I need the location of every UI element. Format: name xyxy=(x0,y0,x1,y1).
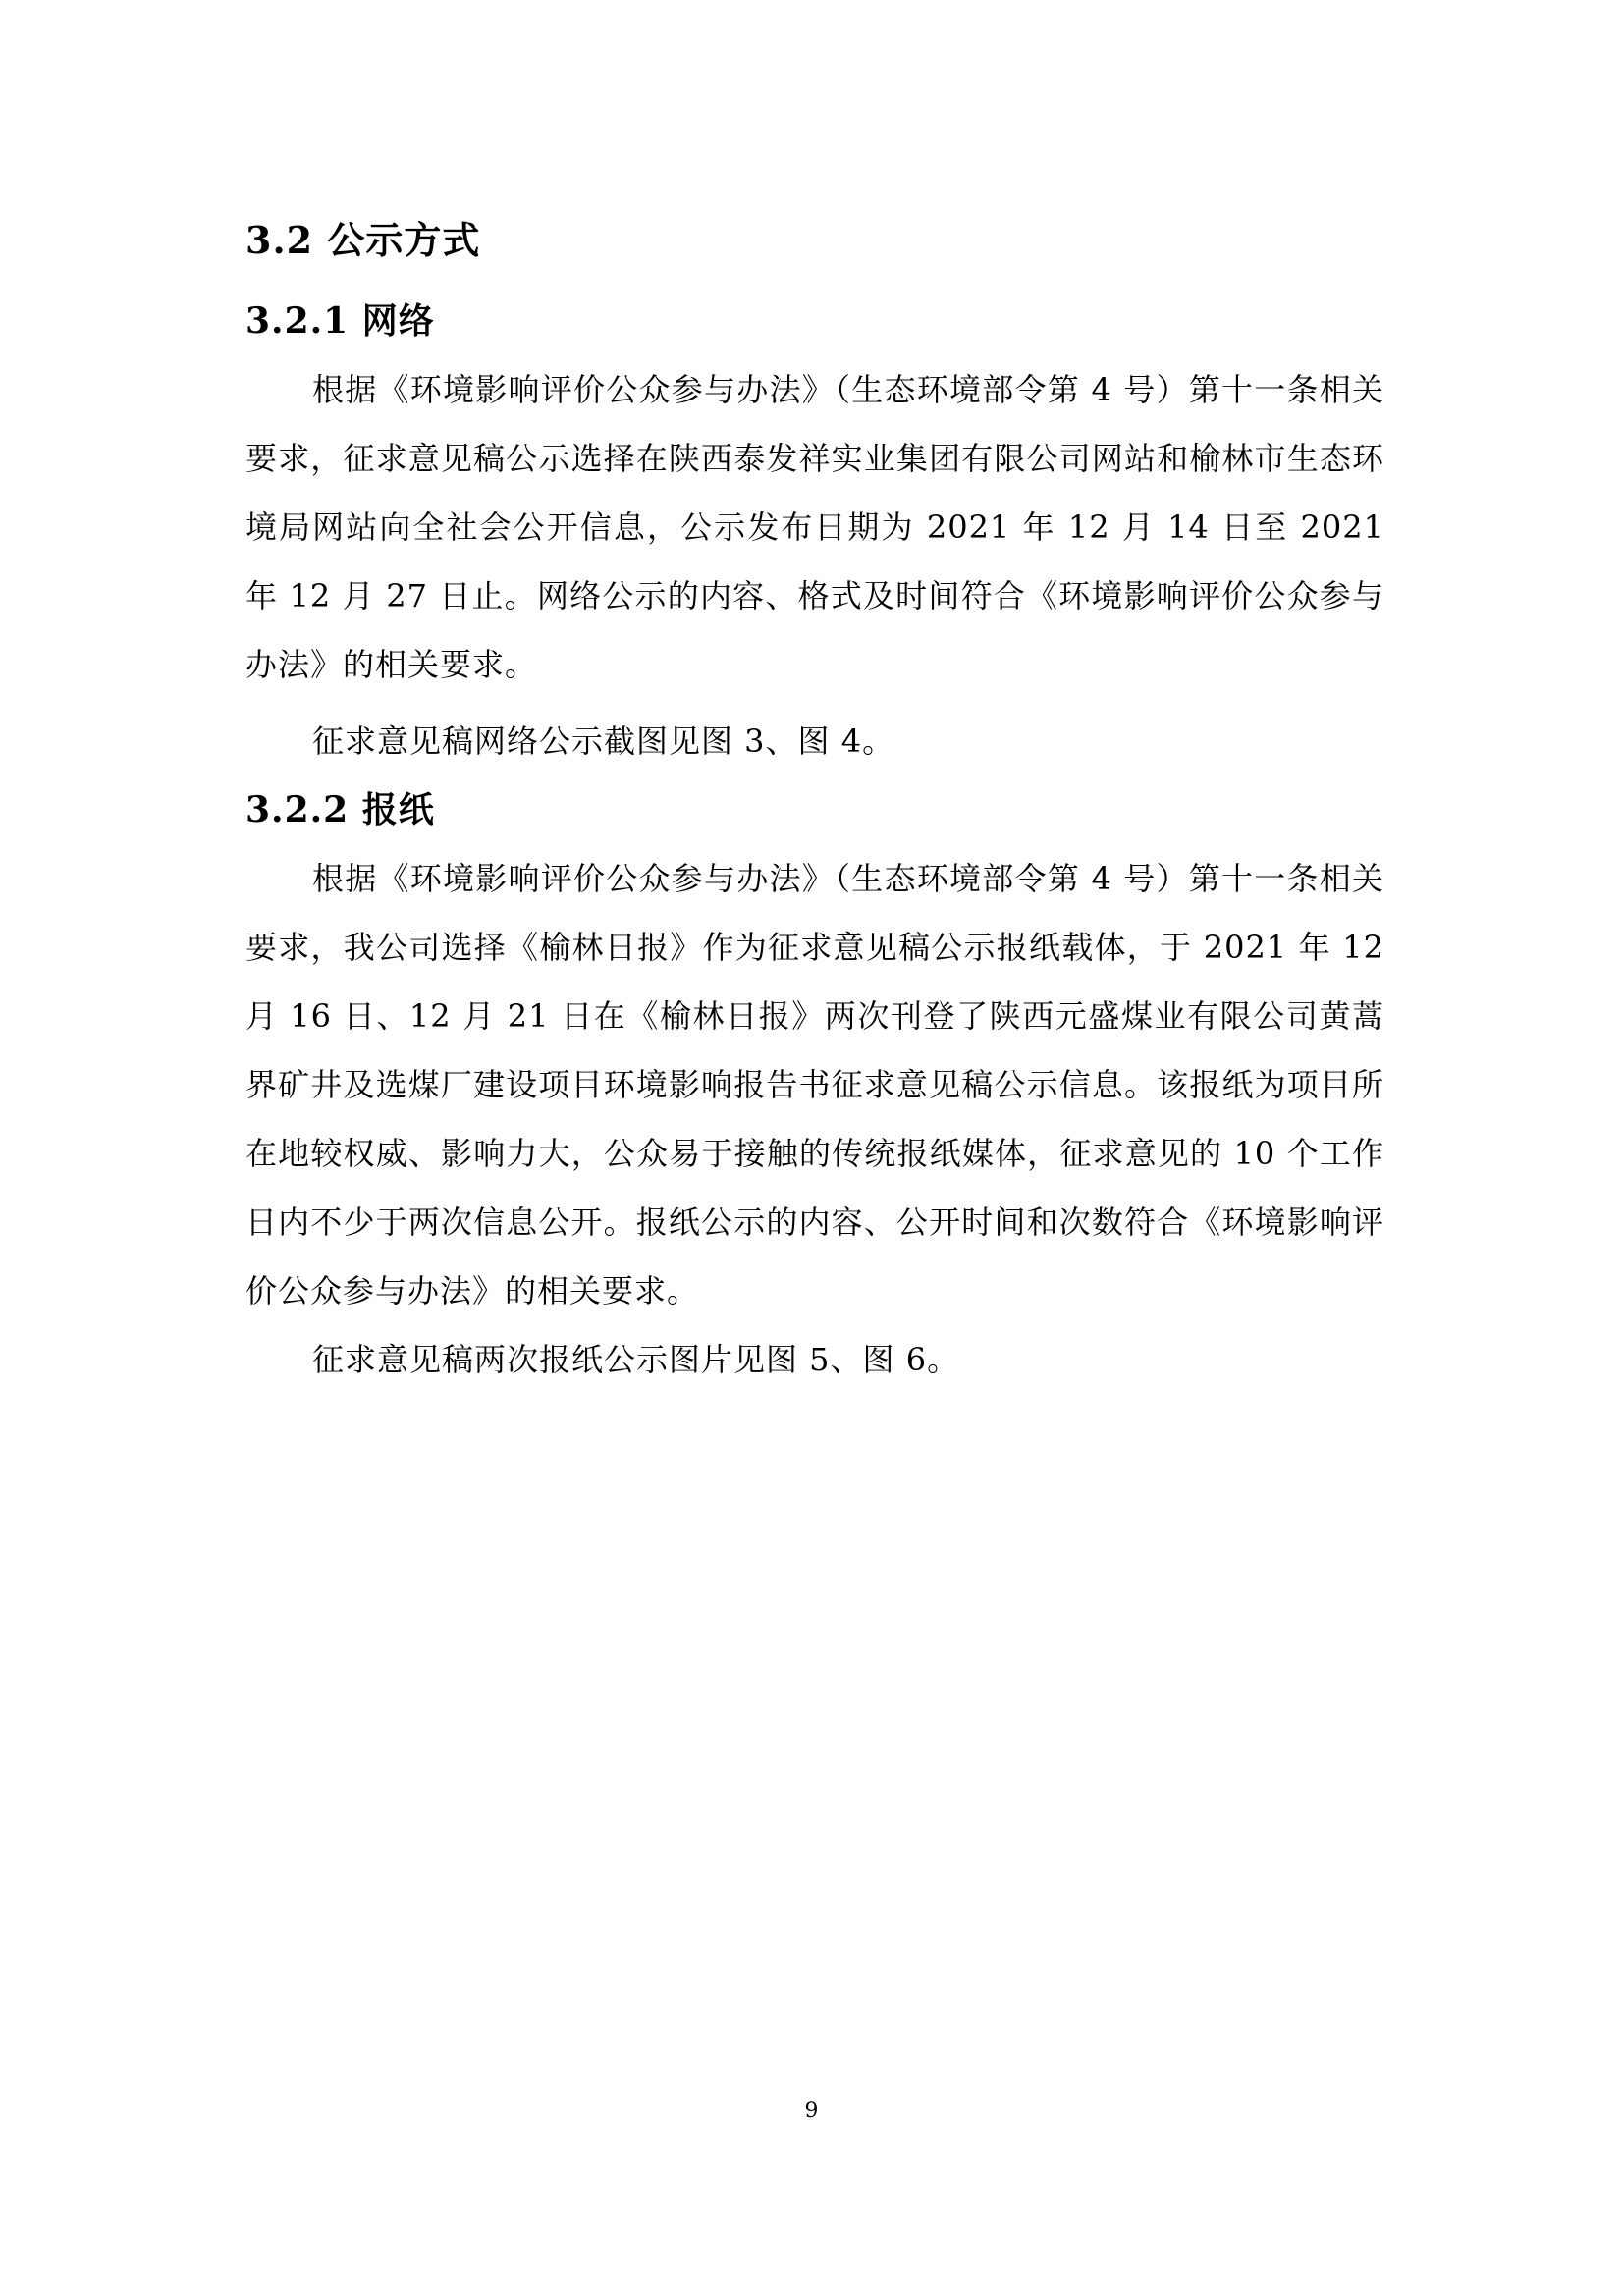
network-paragraph: 根据《环境影响评价公众参与办法》（生态环境部令第 4 号）第十一条相关要求，征求意见稿公示选择在陕西泰发祥实业集团有限公司网站和榆林市生态环境局网站向全社会公开信息，公示发布日期为 2021 年 12 月 14 日至 2021 年 12 月 27 日止。网络公示的内容、格式及时间符合《环境影响评价公众参与办法》的相关要求。 xyxy=(245,371,1384,683)
newspaper-figure-reference: 征求意见稿两次报纸公示图片见图 5、图 6。 xyxy=(312,1341,960,1378)
page-content xyxy=(245,206,1384,1394)
newspaper-paragraph: 根据《环境影响评价公众参与办法》（生态环境部令第 4 号）第十一条相关要求，我公司选择《榆林日报》作为征求意见稿公示报纸载体，于 2021 年 12 月 16 日、12 月 21 日在《榆林日报》两次刊登了陕西元盛煤业有限公司黄蒿界矿井及选煤厂建设项目环境影响报告书征求意见稿公示信息。该报纸为项目所在地较权威、影响力大，公众易于接触的传统报纸媒体，征求意见的 10 个工作日内不少于两次信息公开。报纸公示的内容、公开时间和次数符合《环境影响评价公众参与办法》的相关要求。 xyxy=(245,860,1384,1309)
page-number: 9 xyxy=(804,2099,819,2123)
section-heading: 3.2 公示方式 xyxy=(245,218,481,262)
subsection-heading-network: 3.2.1 网络 xyxy=(245,300,435,342)
subsection-heading-newspaper: 3.2.2 报纸 xyxy=(245,789,435,830)
network-figure-reference: 征求意见稿网络公示截图见图 3、图 4。 xyxy=(312,722,895,760)
